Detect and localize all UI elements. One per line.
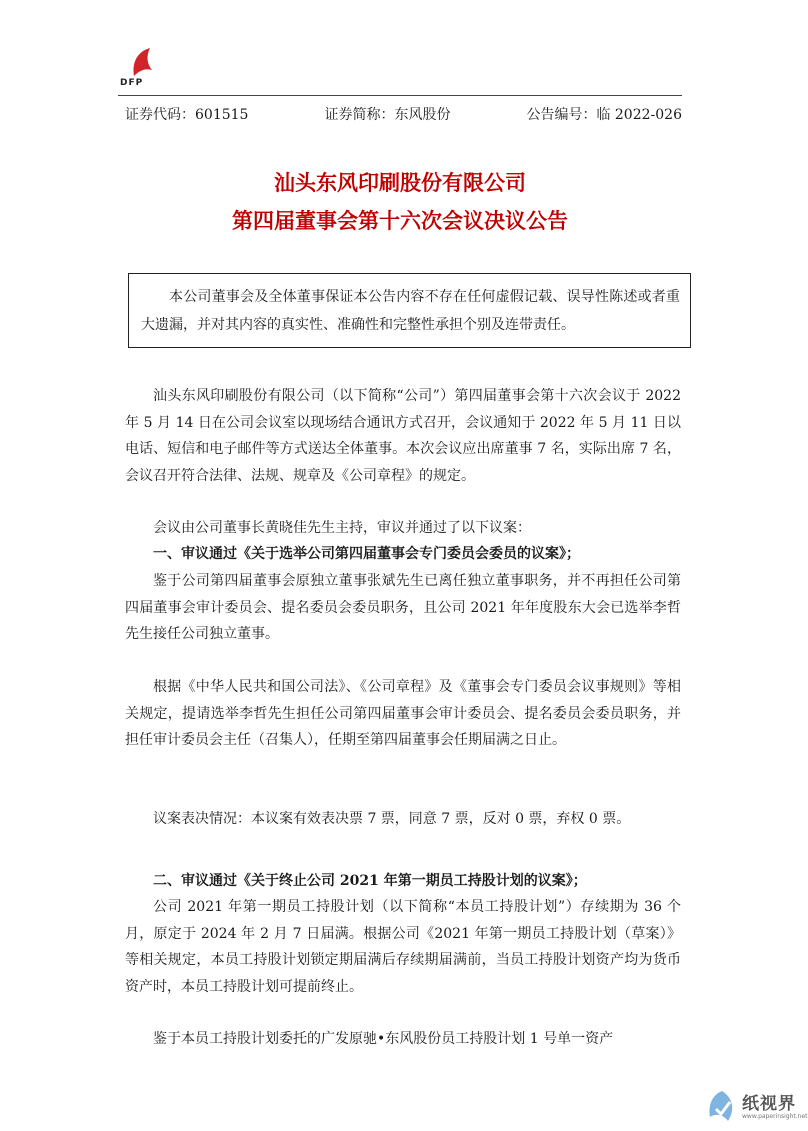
watermark-url: www.paperinsight.net <box>742 1113 808 1120</box>
stock-code: 证券代码：601515 <box>125 107 249 123</box>
company-logo <box>120 46 160 90</box>
logo-mark-icon <box>130 46 154 78</box>
stock-name: 证券简称：东风股份 <box>324 107 451 123</box>
item1-proposal: 根据《中华人民共和国公司法》、《公司章程》及《董事会专门委员会议事规则》等相关规定，提请选举李哲先生担任公司第四届董事会审计委员会、提名委员会委员职务，并担任审计委员会主任（召集人），任期至第四届董事会任期届满之日止。 <box>125 679 681 748</box>
item1-vote-result: 议案表决情况：本议案有效表决票 7 票，同意 7 票，反对 0 票，弃权 0 票。 <box>153 811 631 827</box>
item2-plan-paragraph: 公司 2021 年第一期员工持股计划（以下简称“本员工持股计划”）存续期为 36 个月，原定于 2024 年 2 月 7 日届满。根据公司《2021 年第一期员工持股计划（草案）》等相关规定，本员工持股计划锁定期届满后存续期届满前，当员工持股计划资产均为货币资产时，本员工持股计划可提前终止。 <box>125 899 681 995</box>
company-title: 汕头东风印刷股份有限公司 <box>274 171 526 195</box>
watermark-logo-icon <box>702 1087 742 1127</box>
watermark-text: 纸视界 <box>742 1094 796 1114</box>
chair-paragraph: 会议由公司董事长黄晓佳先生主持，审议并通过了以下议案： <box>153 520 531 536</box>
document-header <box>125 104 682 124</box>
watermark <box>700 1083 808 1131</box>
document-title: 第四届董事会第十六次会议决议公告 <box>232 209 568 233</box>
header-divider <box>118 95 682 96</box>
item1-heading: 一、审议通过《关于选举公司第四届董事会专门委员会委员的议案》； <box>153 546 580 562</box>
notice-number: 公告编号：临 2022-026 <box>526 107 682 123</box>
logo-text: DFP <box>120 78 144 88</box>
disclaimer-box: 本公司董事会及全体董事保证本公告内容不存在任何虚假记载、误导性陈述或者重大遗漏，并对其内容的真实性、准确性和完整性承担个别及连带责任。 <box>128 273 691 348</box>
item1-background: 鉴于公司第四届董事会原独立董事张斌先生已离任独立董事职务，并不再担任公司第四届董事会审计委员会、提名委员会委员职务，且公司 2021 年年度股东大会已选举李哲先生接任公司独立董事。 <box>125 573 681 642</box>
intro-paragraph: 汕头东风印刷股份有限公司（以下简称“公司”）第四届董事会第十六次会议于 2022 年 5 月 14 日在公司会议室以现场结合通讯方式召开，会议通知于 2022 年 5 月 11 日以电话、短信和电子邮件等方式送达全体董事。本次会议应出席董事 7 名，实际出席 7 名，会议召开符合法律、法规、规章及《公司章程》的规定。 <box>125 388 681 484</box>
item2-heading: 二、审议通过《关于终止公司 2021 年第一期员工持股计划的议案》； <box>153 873 587 889</box>
item2-continuation: 鉴于本员工持股计划委托的广发原驰•东风股份员工持股计划 1 号单一资产 <box>153 1031 614 1047</box>
